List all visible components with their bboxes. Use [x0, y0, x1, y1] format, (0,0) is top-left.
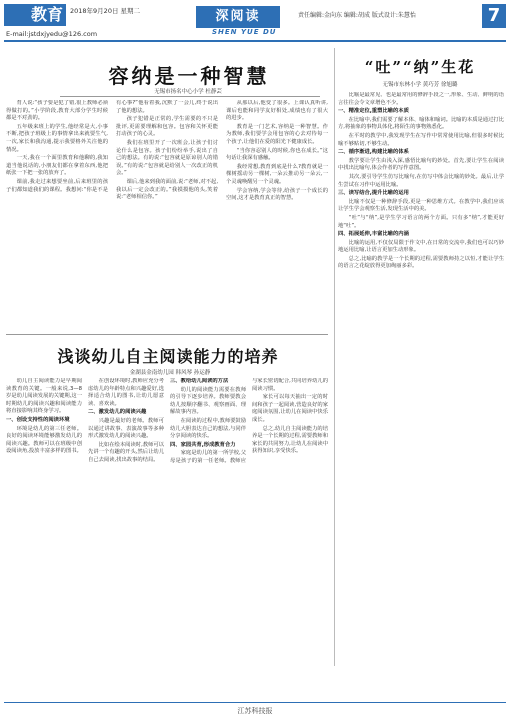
section-subtitle: SHEN YUE DU	[212, 28, 277, 36]
paragraph: 幼儿自主阅读能力是早期阅读教育的关键。一般来说,3—8岁是幼儿阅读发展的关键期,这一时期幼儿的阅读兴趣和阅读能力将直接影响其终身学习。	[6, 378, 82, 415]
paragraph: 我经常想,教育到底是什么?教育就是一棵树摇动另一棵树,一朵云推动另一朵云,一个灵魂唤醒另一个灵魂。	[226, 163, 328, 185]
masthead	[0, 0, 510, 50]
paragraph: 比如在绘本阅读时,教师可以先讲一个有趣的开头,然后让幼儿自己去阅读,找出故事的结局。	[88, 441, 164, 463]
paragraph: 课前,我走过来想要坐前,后来班里的孩子们都知道我们的课程。我想问:“你是不是有心事?”他看着我,沉默了一会儿,终于说出了他的想法。	[6, 100, 218, 193]
paragraph: 五年级来班上的学生,他经常是大,小事不断,把孩子班级上的事情拿出来就要生气,一次,家长和我沟通,提示我要格外关注他的情况。	[6, 123, 108, 153]
paragraph: 课后,他来到我的面前,说:“老师,对不起,我以后一定会改正的。”我摸摸他的头,笑着说:“老师相信你。”	[116, 178, 218, 201]
article2-title: 浅谈幼儿自主阅读能力的培养	[57, 347, 279, 366]
masthead-rule	[4, 40, 506, 42]
article1-body	[6, 100, 328, 328]
subheading: 二、循序渐进,构建比喻的体系	[338, 149, 409, 156]
edu-logo	[4, 4, 66, 26]
logo-text: 教育	[30, 5, 63, 24]
section-title: 深阅读	[196, 6, 280, 28]
subheading: 四、家园共育,形成教育合力	[170, 441, 236, 448]
paragraph: 环境是幼儿的第三任老师。良好的阅读环境能够激发幼儿的阅读兴趣。教师可以在班级中创设阅读角,投放丰富多样的图书。	[6, 425, 82, 455]
paragraph: 比喻是最常见、也是最常用的修辞手段之一,形象、生动、鲜明的语言往往会令文章增色不少。	[338, 92, 504, 106]
article1-byline: 无锡市扬名中心小学 杜静芸	[154, 89, 222, 95]
paragraph: 在比喻中,我们需要了解本体、喻体和喻词。比喻的本质是通过打比方,将抽象的事物具体化,将陌生的事物熟悉化。	[338, 116, 504, 131]
paragraph: 在平时的教学中,我发现学生在写作中常常使用比喻,但很多时候比喻不够贴切,不够生动。	[338, 132, 504, 147]
article2-body	[6, 378, 328, 668]
subheading: 三、教给幼儿阅读的方法	[170, 378, 229, 384]
issue-date: 2018年9月20日 星期二	[70, 7, 141, 15]
editor-credits: 责任编辑:金向东 编辑:胡成 版式设计:朱慧怡	[298, 12, 416, 19]
paragraph: 育人说:“孩子要是犯了错,很上教师必须得做打的。”小学阶段,教育大部分学生时候都是不对劲的。	[6, 100, 108, 122]
article1-title: 容纳是一种智慧	[108, 64, 270, 88]
article1-rule	[60, 96, 320, 97]
subheading: 三、读写结合,提升比喻的运用	[338, 190, 409, 197]
paragraph: 幼儿的阅读能力需要在教师的引导下逐步培养。教师要教会幼儿按顺序翻书、观察画面、理解故事内容。	[170, 386, 246, 416]
paragraph: 比喻不仅是一种修辞手段,更是一种思维方式。在教学中,我们应该让学生学会观察生活,发现生活中的美。	[338, 198, 504, 213]
paragraph: 兴趣是最好的老师。教师可以通过讲故事、表演故事等多种形式激发幼儿的阅读兴趣。	[88, 417, 164, 440]
paragraph: 一天,我在一个面里教育和他聊的,我知道当他说话的,小朋友们都在拿着东西,他把纸张一下把一张的放弃了。	[6, 155, 108, 177]
subheading: 二、激发幼儿的阅读兴趣	[88, 409, 147, 416]
paragraph: 我们在班里开了一次班会,让孩子们讨论什么是包容。孩子们纷纷举手,说出了自己的想法。有的说:“包容就是原谅别人的错误。”有的说:“包容就是给别人一次改正的机会。”	[116, 139, 218, 177]
paragraph: 其次,要引导学生仿写比喻句,在仿写中体会比喻的妙处。最后,让学生尝试在习作中运用比喻。	[338, 173, 504, 188]
paragraph: 教学要让学生由浅入深,感悟比喻句的妙处。首先,要让学生在阅读中找出比喻句,体会作者的写作意图。	[338, 157, 504, 172]
contact-email: E-mail:jstdxjyedu@126.com	[6, 30, 98, 38]
sidebar-byline: 无锡市东林小学 黄巧芳 徐旭璐	[382, 82, 458, 88]
paragraph: 家庭是幼儿的第一所学校,父母是孩子的第一任老师。教师应与家长密切配合,共同培养幼儿的阅读习惯。	[170, 378, 328, 464]
article-divider	[6, 334, 328, 335]
paragraph: 在阅读的过程中,教师要鼓励幼儿大胆表达自己的想法,与同伴分享阅读的快乐。	[170, 417, 246, 440]
paragraph: 学会容纳,学会等待,给孩子一个成长的空间,这才是教育真正的智慧。	[226, 187, 328, 202]
paragraph: “吐”与“纳”,是学生学习语言的两个方面。只有多“纳”,才能更好地“吐”。	[338, 214, 504, 229]
paragraph: 孩子犯错是正常的,学生需要的不只是批评,更需要理解和包容。包容和关怀更能打动孩子的心灵。	[116, 116, 218, 138]
sidebar-title: “吐”“纳”生花	[364, 58, 476, 76]
footer-rule	[4, 702, 506, 703]
footer-publication: 江苏科技报	[237, 707, 273, 715]
article2-byline: 金湖县金南幼儿园 韩风琴 孙运静	[129, 370, 211, 376]
paragraph: “当你容忍别人的时候,你也在成长。”这句话让我深有感触。	[226, 147, 328, 162]
paragraph: 教育是一门艺术,容纳是一种智慧。作为教师,我们要学会用包容的心去对待每一个孩子,让他们在爱的阳光下健康成长。	[226, 123, 328, 145]
subheading: 四、拓展延伸,丰富比喻的内涵	[338, 231, 409, 238]
page-number: 7	[482, 4, 506, 28]
paragraph: 总之,幼儿自主阅读能力的培养是一个长期的过程,需要教师和家长的共同努力,让幼儿在阅读中获得知识,享受快乐。	[252, 425, 328, 455]
paragraph: 家长可以每天抽出一定的时间和孩子一起阅读,营造良好的家庭阅读氛围,让幼儿在阅读中快乐成长。	[252, 394, 328, 423]
subheading: 一、创设支持性的阅读环境	[6, 416, 70, 423]
paragraph: 总之,比喻的教学是一个长期的过程,需要教师持之以恒,才能让学生的语言之花绽放得更加绚丽多彩。	[338, 255, 504, 270]
paragraph: 从那以后,他变了很多。上课认真听讲,课后也能和同学友好相处,成绩也有了很大的进步。	[226, 100, 328, 122]
paragraph: 比喻的运用,不仅仅局限于作文中,在日常的交流中,我们也可以巧妙地运用比喻,让语言更加生动形象。	[338, 239, 504, 254]
subheading: 一、精准定位,重塑比喻的本质	[338, 108, 409, 115]
sidebar-body	[338, 92, 504, 652]
paragraph: 在创设环境时,教师应充分考虑幼儿的年龄特点和兴趣爱好,选择适合幼儿的图书,让幼儿愿意读、喜欢读。	[88, 378, 164, 407]
